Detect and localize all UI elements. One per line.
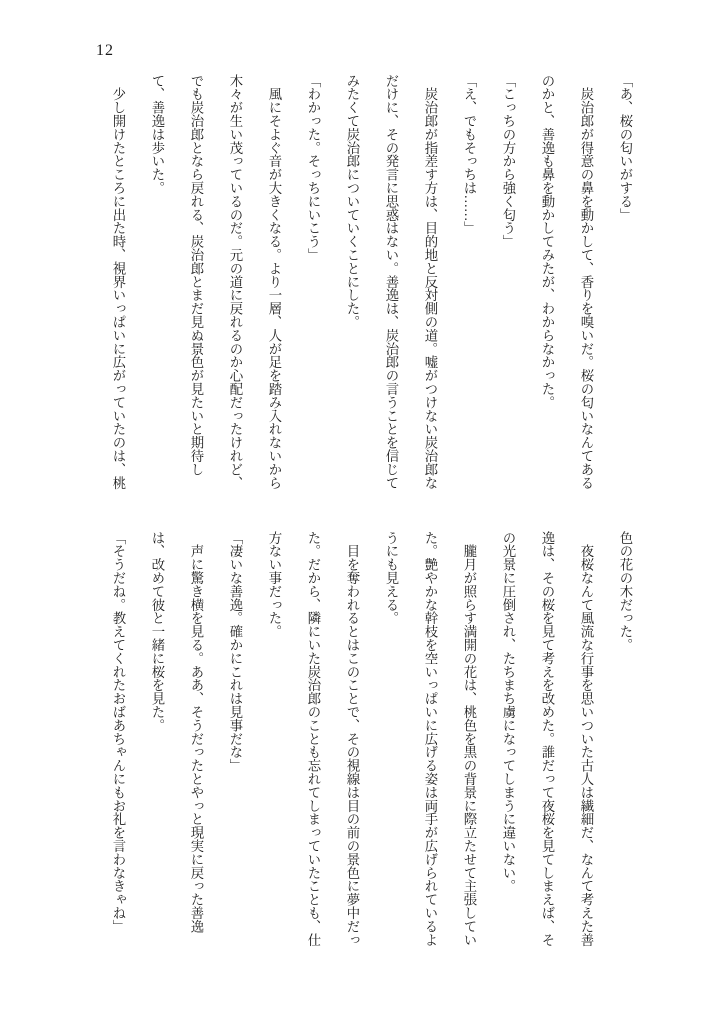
paragraph: 声に驚き横を見る。ああ、そうだったとやっと現実に戻った善逸は、改めて彼と一緒に桜を見た。 [150, 531, 204, 933]
paragraph: 「凄いな善逸。確かにこれは見事だな」 [228, 531, 243, 773]
paragraph: 「あ、桜の匂いがする」 [618, 74, 633, 222]
paragraph: 夜桜なんて風流な行事を思いついた古人は繊細だ、なんて考えた善逸は、その桜を見て考えを改めた。誰だって夜桜を見てしまえば、その光景に圧倒され、たちまち虜になってしまうに違いない。 [501, 531, 594, 947]
paragraph: 炭治郎が得意の鼻を動かして、香りを嗅いだ。桜の匂いなんてあるのかと、善逸も鼻を動かしてみたが、わからなかった。 [540, 74, 594, 490]
paragraph: 朧月が照らす満開の花は、桃色を黒の背景に際立たせて主張していた。艶やかな幹枝を空いっぱいに広げる姿は両手が広げられているようにも見える。 [384, 531, 477, 947]
paragraph: 少し開けたところに出た時、視界いっぱいに広がっていたのは、桃 [111, 74, 126, 490]
paragraph: 色の花の木だった。 [618, 531, 633, 652]
paragraph: 「え、でもそっちは……」 [462, 74, 477, 235]
paragraph: 風にそよぐ音が大きくなる。より一層、人が足を踏み入れないから木々が生い茂っているのだ。元の道に戻れるのか心配だったけれど、でも炭治郎となら戻れる、炭治郎とまだ見ぬ景色が見たいと期待して、善逸は歩いた。 [150, 74, 282, 490]
lower-text-block [99, 531, 645, 948]
upper-text-block [99, 74, 645, 491]
page-number: 12 [96, 42, 114, 59]
paragraph: 目を奪われるとはこのことで、その視線は目の前の景色に夢中だった。だから、隣にいた炭治郎のことも忘れてしまっていたことも、仕方ない事だった。 [267, 531, 360, 947]
paragraph: 「わかった。そっちにいこう」 [306, 74, 321, 262]
paragraph: 「そうだね。教えてくれたおばあちゃんにもお礼を言わなきゃね」 [111, 531, 126, 933]
paragraph: 炭治郎が指差す方は、目的地と反対側の道。嘘がつけない炭治郎なだけに、その発言に思惑はない。善逸は、炭治郎の言うことを信じてみたくて炭治郎についていくことにした。 [345, 74, 438, 490]
paragraph: 「こっちの方から強く匂う」 [501, 74, 516, 249]
